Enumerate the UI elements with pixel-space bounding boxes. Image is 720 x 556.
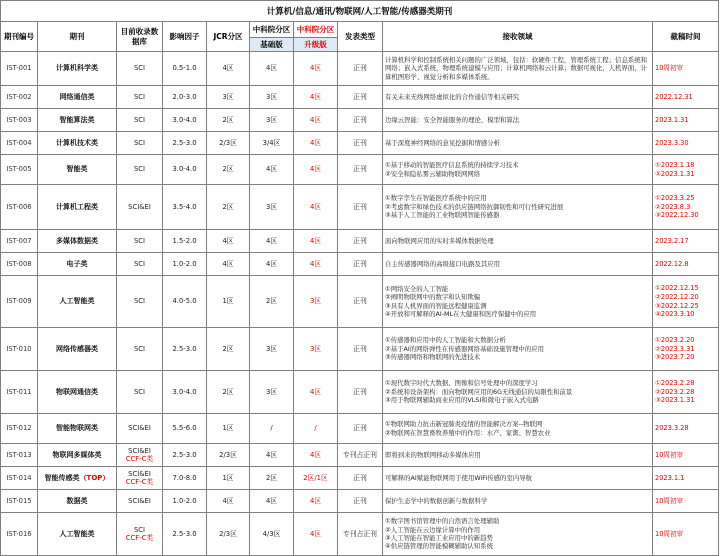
- deadline-line: ①2023.2.28: [655, 379, 695, 388]
- deadline: [653, 490, 719, 513]
- deadline-line: ①2023.3.25: [655, 194, 695, 203]
- scope-line: 基于深度神经网络的意见挖掘和情感分析: [385, 138, 501, 147]
- journal-id: IST-005: [1, 155, 38, 185]
- cas-basic-zone: /: [250, 414, 294, 444]
- scope: [383, 467, 653, 490]
- impact-factor: 2.5-3.0: [163, 328, 207, 371]
- jcr-zone: 4区: [207, 230, 250, 253]
- cas-upgrade-zone: 4区: [294, 490, 338, 513]
- cas-basic-zone: 4区: [250, 52, 294, 86]
- deadline-line: ②2023.8.3: [655, 202, 691, 211]
- cas-upgrade-zone: 4区: [294, 513, 338, 556]
- journal-id: IST-004: [1, 132, 38, 155]
- database-line: SCI: [133, 64, 146, 73]
- scope-line: ③人工智能在智能工业应用中的新趋势: [385, 534, 493, 542]
- impact-factor: 1.0-2.0: [163, 490, 207, 513]
- database-line: SCI&EI: [128, 202, 151, 211]
- header-cas: 中科院分区: [250, 22, 294, 38]
- scope-line: ①物联网助力抗击新冠肺炎疫情的智能解决方案--物联网: [385, 420, 543, 429]
- publish-type: 正刊: [338, 109, 383, 132]
- table-row: [1, 185, 719, 230]
- cas-basic-zone: 4区: [250, 230, 294, 253]
- scope-line: ①数字图书馆管理中的自然语言处理辅助: [385, 517, 500, 526]
- database-line: SCI: [133, 236, 146, 245]
- cas-upgrade-zone: 4区: [294, 52, 338, 86]
- deadline: [653, 132, 719, 155]
- database: [117, 414, 163, 444]
- cas-upgrade-zone: 4区: [294, 86, 338, 109]
- header-cas-upgrade: 中科院分区: [294, 22, 338, 38]
- publish-type: 专刊占正刊: [338, 513, 383, 556]
- header-id: 期刊编号: [1, 22, 38, 52]
- deadline: [653, 371, 719, 414]
- publish-type: 正刊: [338, 490, 383, 513]
- database-line: SCI&EI: [128, 424, 151, 433]
- jcr-zone: 2区: [207, 155, 250, 185]
- scope-line: 边缘云智能：安全智能服务的理论、模型和算法: [385, 115, 520, 124]
- deadline-line: ③2023.7.20: [655, 353, 695, 362]
- table-row: [1, 444, 719, 467]
- scope-line: ④开放和可解释的AI-ML在大健康和医疗保健中的应用: [385, 309, 537, 318]
- deadline: [653, 513, 719, 556]
- cas-upgrade-zone: 3区: [294, 328, 338, 371]
- publish-type: 正刊: [338, 155, 383, 185]
- database: [117, 490, 163, 513]
- table-row: [1, 414, 719, 444]
- table-row: [1, 276, 719, 328]
- publish-type: 正刊: [338, 328, 383, 371]
- scope: [383, 230, 653, 253]
- cas-basic-zone: 4/3区: [250, 513, 294, 556]
- journal-id: IST-008: [1, 253, 38, 276]
- table-row: [1, 109, 719, 132]
- table-row: [1, 253, 719, 276]
- header-db: 目前收录数据库: [117, 22, 163, 52]
- cas-basic-zone: 3区: [250, 109, 294, 132]
- deadline-line: 2023.1.31: [655, 115, 689, 124]
- deadline-line: ②2023.2.28: [655, 387, 695, 396]
- database: [117, 276, 163, 328]
- database-line: SCI&EI: [128, 496, 151, 505]
- scope: [383, 414, 653, 444]
- database-line: SCI: [133, 115, 146, 124]
- publish-type: 正刊: [338, 52, 383, 86]
- scope: [383, 86, 653, 109]
- scope: [383, 185, 653, 230]
- cas-basic-zone: 4区: [250, 155, 294, 185]
- scope-line: ②系统和设备架构：面向物联网应用的6G无线通信的局限性和前景: [385, 387, 573, 396]
- scope: [383, 155, 653, 185]
- scope: [383, 513, 653, 556]
- scope: [383, 253, 653, 276]
- scope-line: 自主传感器网络的高级接口电路及其应用: [385, 259, 501, 268]
- database-line: SCI: [133, 92, 146, 101]
- database: [117, 513, 163, 556]
- scope: [383, 328, 653, 371]
- scope-line: 即将到来的物联网移动多媒体应用: [385, 450, 481, 459]
- journal-name: 多媒体数据类: [38, 230, 117, 253]
- scope-line: ②阐明物联网中的数字和认知欺骗: [385, 293, 481, 302]
- impact-factor: 1.0-2.0: [163, 253, 207, 276]
- journal-id: IST-015: [1, 490, 38, 513]
- database-line: SCI: [133, 138, 146, 147]
- database: [117, 185, 163, 230]
- database: [117, 444, 163, 467]
- scope-line: ②基于AI的网络弹性在传感器网络基础设施管理中的应用: [385, 344, 544, 353]
- database: [117, 109, 163, 132]
- cas-upgrade-zone: 4区: [294, 371, 338, 414]
- header-journal: 期刊: [38, 22, 117, 52]
- table-body: [1, 52, 719, 556]
- deadline-line: 2022.12.8: [655, 259, 689, 268]
- scope: [383, 444, 653, 467]
- jcr-zone: 2区: [207, 185, 250, 230]
- table-row: [1, 513, 719, 556]
- database: [117, 467, 163, 490]
- journal-id: IST-016: [1, 513, 38, 556]
- cas-upgrade-zone: 2区/1区: [294, 467, 338, 490]
- header-cas-basic: 基础版: [250, 38, 294, 52]
- impact-factor: 0.5-1.0: [163, 52, 207, 86]
- deadline-line: ③2023.1.31: [655, 396, 695, 405]
- header-jcr: JCR分区: [207, 22, 250, 52]
- jcr-zone: 3区: [207, 86, 250, 109]
- database: [117, 52, 163, 86]
- table-row: [1, 371, 719, 414]
- impact-factor: 7.0-8.0: [163, 467, 207, 490]
- journal-name: 电子类: [38, 253, 117, 276]
- scope-line: 面向物联网应用的实时多媒体数据处理: [385, 236, 494, 245]
- table-row: [1, 230, 719, 253]
- scope-line: ②安全和隐私雾云辅助物联网网络: [385, 169, 481, 178]
- deadline: [653, 86, 719, 109]
- scope: [383, 109, 653, 132]
- publish-type: 正刊: [338, 371, 383, 414]
- jcr-zone: 4区: [207, 490, 250, 513]
- deadline-line: 2022.12.31: [655, 92, 693, 101]
- deadline: [653, 276, 719, 328]
- cas-basic-zone: 2区: [250, 467, 294, 490]
- scope-line: ①网络安全的人工智能: [385, 284, 449, 293]
- table-row: [1, 328, 719, 371]
- cas-upgrade-zone: 4区: [294, 185, 338, 230]
- jcr-zone: 2区: [207, 371, 250, 414]
- scope-line: ①基于移动的智能医疗信息系统的持续学习技术: [385, 161, 519, 170]
- deadline-line: ②2023.1.31: [655, 169, 695, 178]
- scope-line: ②物联网在智慧畜牧养殖中的作用：水产、家禽、智慧农业: [385, 428, 551, 437]
- publish-type: 正刊: [338, 414, 383, 444]
- deadline: [653, 109, 719, 132]
- jcr-zone: 4区: [207, 253, 250, 276]
- jcr-zone: 2区: [207, 328, 250, 371]
- journal-id: IST-014: [1, 467, 38, 490]
- journal-name: 计算机技术类: [38, 132, 117, 155]
- scope: [383, 132, 653, 155]
- publish-type: 正刊: [338, 230, 383, 253]
- deadline-line: ③2022.12.25: [655, 301, 699, 310]
- cas-upgrade-zone: 4区: [294, 132, 338, 155]
- database-line: SCI: [133, 344, 146, 353]
- scope: [383, 276, 653, 328]
- header-if: 影响因子: [163, 22, 207, 52]
- publish-type: 正刊: [338, 276, 383, 328]
- impact-factor: 2.5-3.0: [163, 132, 207, 155]
- deadline: [653, 328, 719, 371]
- database-line: CCF-C类: [125, 478, 154, 486]
- journal-id: IST-011: [1, 371, 38, 414]
- deadline: [653, 467, 719, 490]
- cas-upgrade-zone: 4区: [294, 253, 338, 276]
- journal-id: IST-001: [1, 52, 38, 86]
- journal-name: 网络通信类: [38, 86, 117, 109]
- impact-factor: 2.0-3.0: [163, 86, 207, 109]
- database: [117, 328, 163, 371]
- scope-line: ②考虑数字和绿色技术的供应链网络抗御韧性和可行性研究进展: [385, 202, 564, 211]
- scope-line: 可解释的AI赋能物联网用于使用WiFi传感的室内导航: [385, 473, 533, 482]
- table-row: [1, 132, 719, 155]
- jcr-zone: 1区: [207, 414, 250, 444]
- scope-line: ③用于物联网辅助商业应用的VLSI和微电子嵌入式电路: [385, 396, 539, 405]
- journal-id: IST-002: [1, 86, 38, 109]
- impact-factor: 2.5-3.0: [163, 513, 207, 556]
- database: [117, 230, 163, 253]
- header-deadline: 截稿时间: [653, 22, 719, 52]
- impact-factor: 3.0-4.0: [163, 155, 207, 185]
- table-row: [1, 86, 719, 109]
- database-line: SCI&EI: [128, 469, 151, 478]
- scope-line: ①现代数字时代大数据、图像和信号处理中的深度学习: [385, 379, 538, 388]
- cas-basic-zone: 3区: [250, 86, 294, 109]
- jcr-zone: 1区: [207, 467, 250, 490]
- database-line: SCI: [133, 387, 146, 396]
- publish-type: 正刊: [338, 253, 383, 276]
- database-line: CCF-C类: [125, 455, 154, 463]
- cas-upgrade-zone: 4区: [294, 230, 338, 253]
- deadline: [653, 253, 719, 276]
- impact-factor: 2.5-3.0: [163, 444, 207, 467]
- journal-id: IST-003: [1, 109, 38, 132]
- deadline-line: 10周初审: [655, 450, 684, 459]
- jcr-zone: 1区: [207, 276, 250, 328]
- deadline: [653, 444, 719, 467]
- deadline-line: ③2022.12.30: [655, 211, 699, 220]
- cas-basic-zone: 4区: [250, 490, 294, 513]
- journal-name: 计算机工程类: [38, 185, 117, 230]
- header-cas-upgrade-sub: 升级版: [294, 38, 338, 52]
- impact-factor: 3.5-4.0: [163, 185, 207, 230]
- scope-line: ④供应链管理的智能模糊辅助认知系统: [385, 542, 493, 551]
- publish-type: 正刊: [338, 132, 383, 155]
- cas-basic-zone: 4区: [250, 444, 294, 467]
- scope-line: ②人工智能在云边缘计算中的作用: [385, 525, 481, 534]
- deadline-line: ①2023.1.18: [655, 160, 695, 169]
- deadline-line: 2023.2.17: [655, 236, 689, 245]
- jcr-zone: 2/3区: [207, 132, 250, 155]
- scope-line: ③传感器网络和物联网的先进技术: [385, 353, 481, 362]
- journal-id: IST-007: [1, 230, 38, 253]
- table-row: [1, 467, 719, 490]
- journal-id: IST-013: [1, 444, 38, 467]
- deadline-line: 2023.3.30: [655, 138, 689, 147]
- database-line: SCI: [133, 525, 146, 534]
- jcr-zone: 2区: [207, 109, 250, 132]
- journal-name: 人工智能类: [38, 276, 117, 328]
- table-title: 计算机/信息/通讯/物联网/人工智能/传感器类期刊: [1, 1, 719, 22]
- deadline-line: 10周初审: [655, 529, 684, 538]
- deadline-line: ④2023.3.10: [655, 310, 695, 319]
- database-line: SCI: [133, 165, 146, 174]
- deadline-line: 2023.3.28: [655, 424, 689, 433]
- cas-basic-zone: 4区: [250, 253, 294, 276]
- deadline: [653, 230, 719, 253]
- journal-name: 物联网多媒体类: [38, 444, 117, 467]
- scope-line: 计算机科学和控制系统相关问题的广泛领域，包括：软硬件工程，管理系统工程；信息系统和网络；嵌入式系统，物理系统建模与应用；计算机网络和云计算；数据可视化，人机界面，计算机图形学、视觉分析和多媒体系统。: [385, 55, 648, 81]
- scope-line: 保护生态学中的数据创新与数据科学: [385, 496, 488, 505]
- deadline-line: ①2022.12.15: [655, 284, 699, 293]
- database-line: SCI: [133, 297, 146, 306]
- database: [117, 132, 163, 155]
- deadline: [653, 185, 719, 230]
- database: [117, 155, 163, 185]
- journal-id: IST-009: [1, 276, 38, 328]
- scope-line: ③具有人机界面的智能远程健康监测: [385, 301, 487, 310]
- database: [117, 371, 163, 414]
- scope-line: ①数字孪生在智能医疗系统中的应用: [385, 194, 487, 203]
- database-line: CCF-C类: [125, 534, 154, 542]
- journal-name: 物联网通信类: [38, 371, 117, 414]
- jcr-zone: 2/3区: [207, 444, 250, 467]
- cas-upgrade-zone: 4区: [294, 444, 338, 467]
- deadline: [653, 414, 719, 444]
- cas-upgrade-zone: 3区: [294, 276, 338, 328]
- journal-name: 计算机科学类: [38, 52, 117, 86]
- database: [117, 253, 163, 276]
- deadline-line: 10周初审: [655, 496, 684, 505]
- database-line: SCI: [133, 259, 146, 268]
- impact-factor: 5.5-6.0: [163, 414, 207, 444]
- cas-upgrade-zone: 4区: [294, 109, 338, 132]
- journal-name: 智能物联网类: [38, 414, 117, 444]
- journal-name: 智能传感类（TOP）: [38, 467, 117, 490]
- cas-basic-zone: 3区: [250, 328, 294, 371]
- cas-basic-zone: 2区: [250, 276, 294, 328]
- impact-factor: 3.0-4.0: [163, 109, 207, 132]
- journal-name: 人工智能类: [38, 513, 117, 556]
- scope: [383, 52, 653, 86]
- journal-id: IST-012: [1, 414, 38, 444]
- cas-basic-zone: 3区: [250, 371, 294, 414]
- table-row: [1, 490, 719, 513]
- impact-factor: 4.0-5.0: [163, 276, 207, 328]
- deadline-line: ②2022.12.20: [655, 292, 699, 301]
- table-row: [1, 52, 719, 86]
- scope: [383, 490, 653, 513]
- journal-name: 智能类: [38, 155, 117, 185]
- publish-type: 正刊: [338, 467, 383, 490]
- database: [117, 86, 163, 109]
- deadline-line: 2023.1.1: [655, 473, 685, 482]
- deadline: [653, 155, 719, 185]
- publish-type: 正刊: [338, 86, 383, 109]
- table-row: [1, 155, 719, 185]
- journal-name: 智能算法类: [38, 109, 117, 132]
- cas-upgrade-zone: /: [294, 414, 338, 444]
- deadline-line: 10周初审: [655, 64, 684, 73]
- scope: [383, 371, 653, 414]
- deadline: [653, 52, 719, 86]
- scope-line: ③基于人工智能的工业物联网智能传感器: [385, 211, 500, 220]
- journal-name: 数据类: [38, 490, 117, 513]
- header-pubtype: 发表类型: [338, 22, 383, 52]
- journal-id: IST-006: [1, 185, 38, 230]
- jcr-zone: 2/3区: [207, 513, 250, 556]
- scope-line: ①传感器和应用中的人工智能和大数据分析: [385, 336, 506, 345]
- publish-type: 专刊占正刊: [338, 444, 383, 467]
- deadline-line: ①2023.2.20: [655, 336, 695, 345]
- cas-basic-zone: 3/4区: [250, 132, 294, 155]
- cas-upgrade-zone: 4区: [294, 155, 338, 185]
- journal-name: 网络传感器类: [38, 328, 117, 371]
- cas-basic-zone: 3区: [250, 185, 294, 230]
- header-scope: 接收领域: [383, 22, 653, 52]
- impact-factor: 3.0-4.0: [163, 371, 207, 414]
- deadline-line: ②2023.3.31: [655, 344, 695, 353]
- scope-line: 有关未来无线网络虚拟化的合作通信等相关研究: [385, 92, 520, 101]
- journal-id: IST-010: [1, 328, 38, 371]
- impact-factor: 1.5-2.0: [163, 230, 207, 253]
- jcr-zone: 4区: [207, 52, 250, 86]
- database-line: SCI&EI: [128, 446, 151, 455]
- publish-type: 正刊: [338, 185, 383, 230]
